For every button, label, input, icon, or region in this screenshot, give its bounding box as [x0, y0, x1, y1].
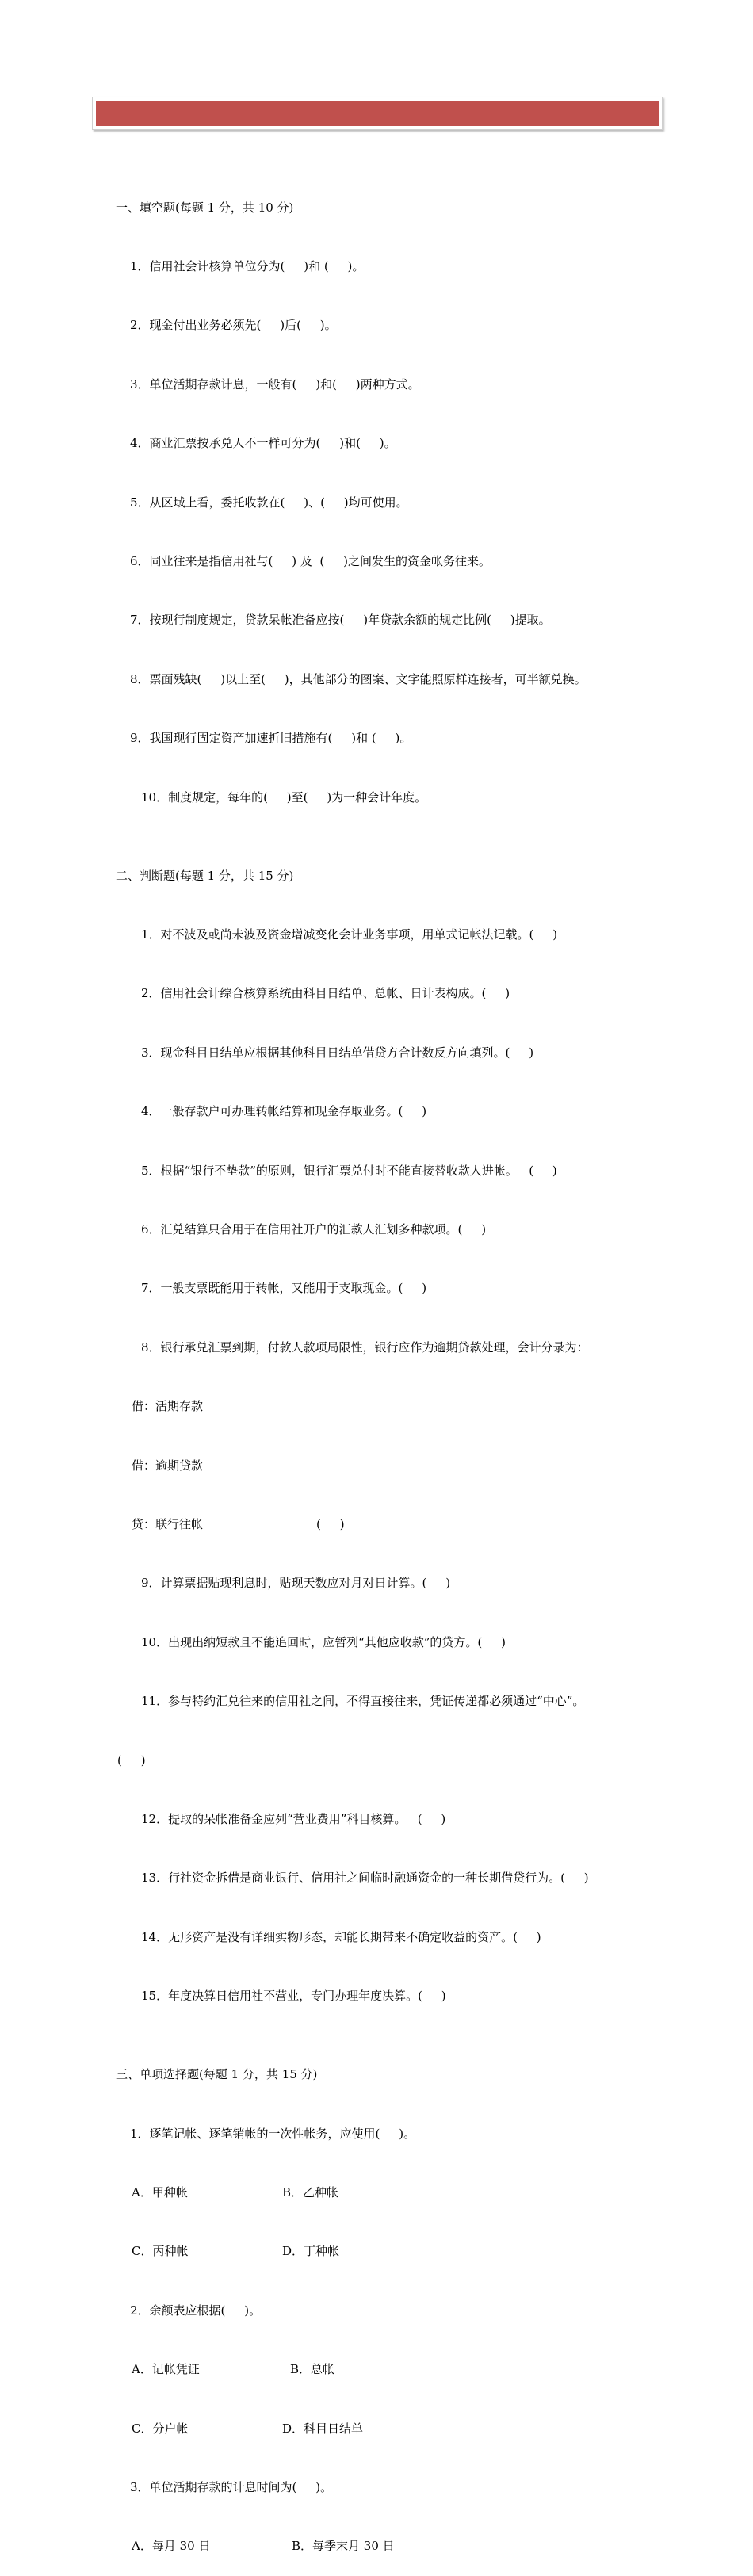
question-item: 4．一般存款户可办理转帐结算和现金存取业务。( ): [141, 1104, 427, 1119]
section-title-fill-blank: 一、填空题(每题 1 分，共 10 分): [116, 200, 294, 215]
option-a: A．记帐凭证: [132, 2362, 200, 2377]
journal-entry: 贷：联行往帐 ( ): [132, 1516, 345, 1531]
question-item: 1．逐笔记帐、逐笔销帐的一次性帐务，应使用( )。: [130, 2126, 416, 2141]
question-item: 11．参与特约汇兑往来的信用社之间，不得直接往来，凭证传递都必须通过“中心”。: [141, 1694, 585, 1709]
question-item: 8．银行承兑汇票到期，付款人款项局限性，银行应作为逾期贷款处理，会计分录为：: [141, 1340, 589, 1355]
option-c: C．丙种帐: [132, 2244, 189, 2259]
question-item: 8．票面残缺( )以上至( )，其他部分的图案、文字能照原样连接者，可半额兑换。: [130, 671, 587, 686]
section-title-single-choice: 三、单项选择题(每题 1 分，共 15 分): [116, 2067, 318, 2082]
section-title-true-false: 二、判断题(每题 1 分，共 15 分): [116, 868, 294, 883]
question-item: 14．无形资产是没有详细实物形态，却能长期带来不确定收益的资产。( ): [141, 1929, 541, 1944]
question-item: 1．信用社会计核算单位分为( )和 ( )。: [130, 258, 365, 273]
option-row: [116, 2242, 671, 2261]
question-item: 3．单位活期存款计息，一般有( )和( )两种方式。: [130, 376, 420, 392]
option-row: [116, 2360, 671, 2379]
question-item: 2．现金付出业务必须先( )后( )。: [130, 318, 337, 333]
option-b: B．乙种帐: [282, 2185, 339, 2200]
question-item: 5．从区域上看，委托收款在( )、( )均可使用。: [130, 495, 408, 510]
question-item: 6．同业往来是指信用社与( ) 及 ( )之间发生的资金帐务往来。: [130, 553, 491, 568]
option-row: [116, 2536, 671, 2556]
question-item: 2．信用社会计综合核算系统由科目日结单、总帐、日计表构成。( ): [141, 986, 510, 1001]
option-d: D．科目日结单: [282, 2421, 364, 2436]
option-a: A．甲种帐: [132, 2185, 188, 2200]
question-item: 3．单位活期存款的计息时间为( )。: [130, 2480, 333, 2495]
question-item: 5．根据“银行不垫款”的原则，银行汇票兑付时不能直接替收款人进帐。 ( ): [141, 1163, 557, 1178]
journal-entry: 借：逾期贷款: [132, 1458, 204, 1473]
question-item: 4．商业汇票按承兑人不一样可分为( )和( )。: [130, 436, 396, 451]
question-item: 9．我国现行固定资产加速折旧措施有( )和 ( )。: [130, 731, 412, 746]
question-item: 3．现金科目日结单应根据其他科目日结单借贷方合计数反方向填列。( ): [141, 1045, 534, 1060]
question-item: 6．汇兑结算只合用于在信用社开户的汇款人汇划多种款项。( ): [141, 1222, 487, 1237]
question-item: 10．制度规定，每年的( )至( )为一种会计年度。: [141, 789, 427, 805]
option-row: [116, 2419, 671, 2439]
question-item: 15．年度决算日信用社不营业，专门办理年度决算。( ): [141, 1989, 446, 2004]
question-item: 13．行社资金拆借是商业银行、信用社之间临时融通资金的一种长期借贷行为。( ): [141, 1871, 589, 1886]
document-body: [116, 159, 671, 2576]
question-item: 2．余额表应根据( )。: [130, 2303, 262, 2318]
option-b: B．每季末月 30 日: [292, 2539, 395, 2554]
option-d: D．丁种帐: [282, 2244, 340, 2259]
question-item: 7．按现行制度规定，贷款呆帐准备应按( )年贷款余额的规定比例( )提取。: [130, 613, 551, 628]
option-b: B．总帐: [290, 2362, 335, 2377]
question-item: 12．提取的呆帐准备金应列“营业费用”科目核算。 ( ): [141, 1811, 446, 1826]
option-row: [116, 2183, 671, 2203]
question-item: 10．出现出纳短款且不能追回时，应暂列“其他应收款”的贷方。( ): [141, 1634, 506, 1649]
journal-entry: 借：活期存款: [132, 1399, 204, 1414]
question-item: 9．计算票据贴现利息时，贴现天数应对月对日计算。( ): [141, 1576, 451, 1591]
question-item-wrap: ( ): [117, 1752, 146, 1768]
question-item: 1．对不波及或尚未波及资金增减变化会计业务事项，用单式记帐法记载。( ): [141, 927, 558, 942]
option-c: C．分户帐: [132, 2421, 189, 2436]
option-a: A．每月 30 日: [132, 2539, 211, 2554]
question-item: 7．一般支票既能用于转帐，又能用于支取现金。( ): [141, 1281, 427, 1296]
header-banner: [96, 101, 659, 126]
header-banner-frame: [92, 97, 663, 130]
